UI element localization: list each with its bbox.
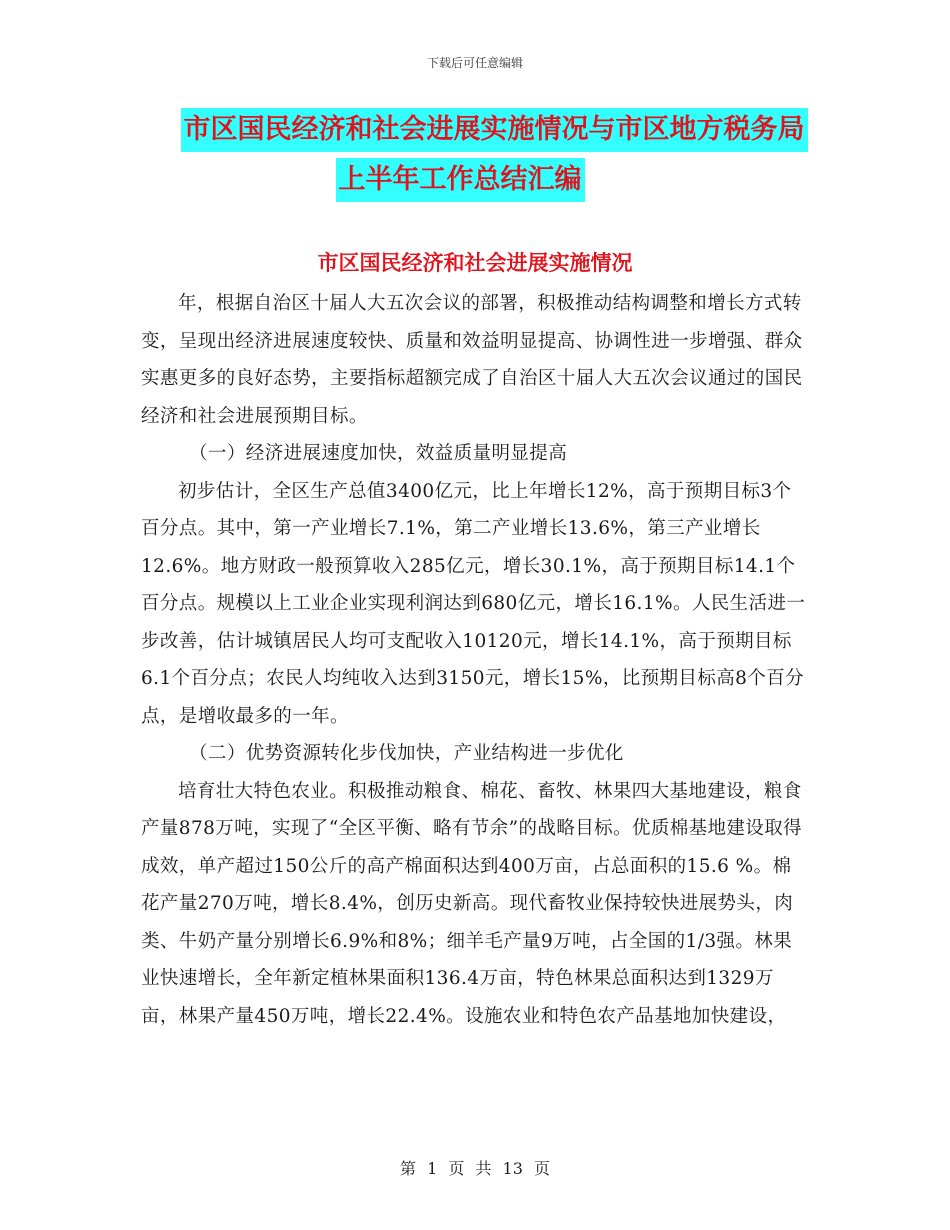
title-line-1: 市区国民经济和社会进展实施情况与市区地方税务局 xyxy=(181,108,808,152)
page-header-note: 下载后可任意编辑 xyxy=(426,56,523,70)
section-heading: 市区国民经济和社会进展实施情况 xyxy=(317,251,633,275)
title-line-2: 上半年工作总结汇编 xyxy=(336,158,585,202)
subheading-1: （一）经济进展速度加快，效益质量明显提高 xyxy=(189,443,568,464)
subheading-2: （二）优势资源转化步伐加快，产业结构进一步优化 xyxy=(189,743,624,764)
document-title xyxy=(0,108,950,202)
paragraph-intro: 年，根据自治区十届人大五次会议的部署，积极推动结构调整和增长方式转变，呈现出经济进展速度较快、质量和效益明显提高、协调性进一步增强、群众实惠更多的良好态势，主要指标超额完成了自治区十届人大五次会议通过的国民经济和社会进展预期目标。 xyxy=(141,293,803,427)
paragraph-economy: 初步估计，全区生产总值3400亿元，比上年增长12%，高于预期目标3个百分点。其中，第一产业增长7.1%，第二产业增长13.6%，第三产业增长12.6%。地方财政一般预算收入285亿元，增长30.1%，高于预期目标14.1个百分点。规模以上工业企业实现利润达到680亿元，增长16.1%。人民生活进一步改善，估计城镇居民人均可支配收入10120元，增长14.1%，高于预期目标6.1个百分点；农民人均纯收入达到3150元，增长15%，比预期目标高8个百分点，是增收最多的一年。 xyxy=(141,480,806,727)
page-footer: 第 1 页 共 13 页 xyxy=(400,1159,550,1178)
paragraph-agriculture: 培育壮大特色农业。积极推动粮食、棉花、畜牧、林果四大基地建设，粮食产量878万吨，实现了“全区平衡、略有节余”的战略目标。优质棉基地建设取得成效，单产超过150公斤的高产棉面积达到400万亩，占总面积的15.6 %。棉花产量270万吨，增长8.4%，创历史新高。现代畜牧业保持较快进展势头，肉类、牛奶产量分别增长6.9%和8%；细羊毛产量9万吨，占全国的1/3强。林果业快速增长，全年新定植林果面积136.4万亩，特色林果总面积达到1329万亩，林果产量450万吨，增长22.4%。设施农业和特色农产品基地加快建设， xyxy=(141,780,803,1027)
body-text xyxy=(141,285,809,1035)
